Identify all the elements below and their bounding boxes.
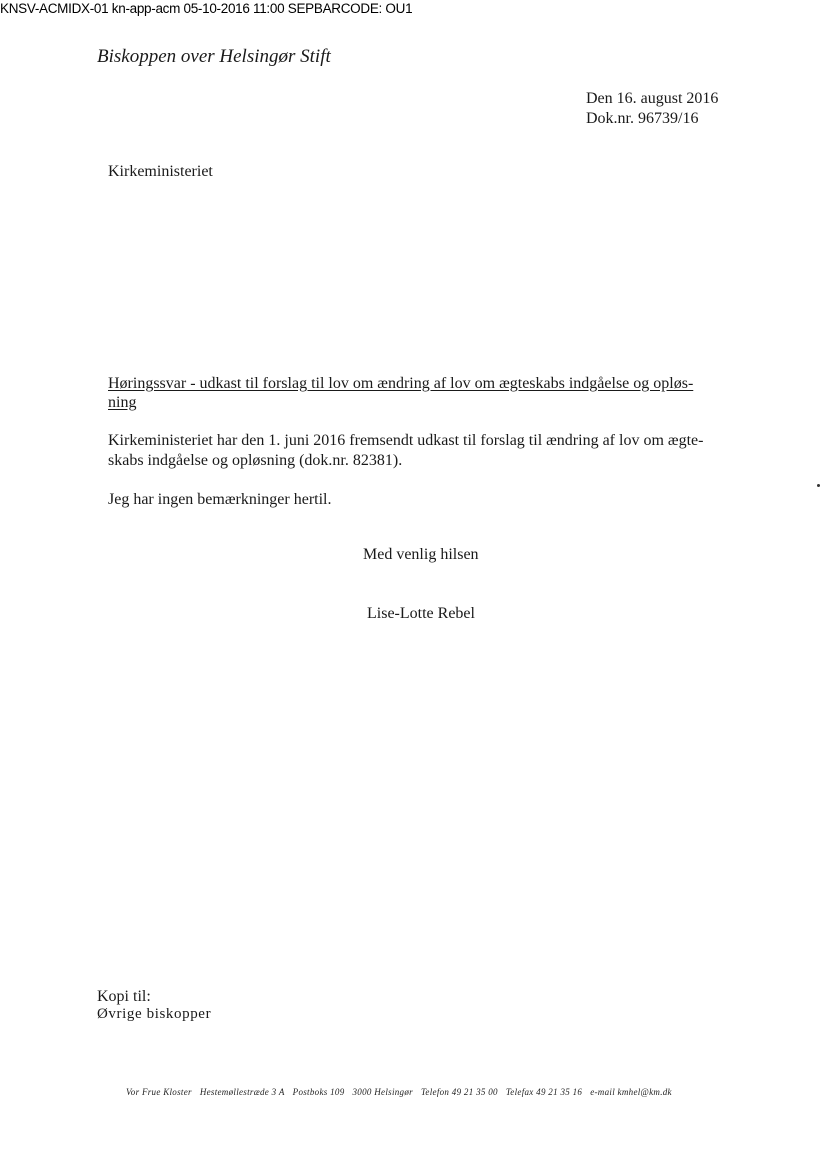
body-paragraph-2: Jeg har ingen bemærkninger hertil.	[108, 491, 332, 508]
footer-email: e-mail kmhel@km.dk	[590, 1087, 672, 1097]
recipient: Kirkeministeriet	[108, 163, 213, 180]
footer-street: Hestemøllestræde 3 A	[199, 1087, 285, 1097]
date-block	[586, 89, 718, 129]
copy-recipients: Øvrige biskopper	[97, 1006, 212, 1022]
letterhead: Biskoppen over Helsingør Stift	[97, 46, 331, 67]
footer-postbox: Postboks 109	[292, 1087, 345, 1097]
signature: Lise-Lotte Rebel	[367, 605, 475, 622]
scan-header: KNSV-ACMIDX-01 kn-app-acm 05-10-2016 11:00 SEPBARCODE: OU1	[0, 1, 413, 16]
footer-city: 3000 Helsingør	[352, 1087, 413, 1097]
body-paragraph-1	[108, 431, 748, 471]
footer-phone: Telefon 49 21 35 00	[420, 1087, 498, 1097]
footer-address	[126, 1087, 672, 1097]
body-paragraph-1-line-2: skabs indgåelse og opløsning (dok.nr. 82381).	[108, 452, 403, 469]
copy-label: Kopi til:	[97, 988, 151, 1005]
letter-date: Den 16. august 2016	[586, 90, 719, 107]
footer-name: Vor Frue Kloster	[126, 1087, 192, 1097]
closing: Med venlig hilsen	[363, 546, 479, 563]
subject-line-1: Høringssvar - udkast til forslag til lov om ændring af lov om ægteskabs indgåelse og opløs-	[108, 375, 694, 392]
body-paragraph-1-line-1: Kirkeministeriet har den 1. juni 2016 fremsendt udkast til forslag til ændring af lov om ægte-	[108, 432, 704, 449]
subject	[108, 374, 728, 412]
document-number: Dok.nr. 96739/16	[586, 110, 699, 127]
footer-fax: Telefax 49 21 35 16	[505, 1087, 583, 1097]
subject-line-2: ning	[108, 394, 137, 411]
scan-speck	[817, 484, 820, 487]
